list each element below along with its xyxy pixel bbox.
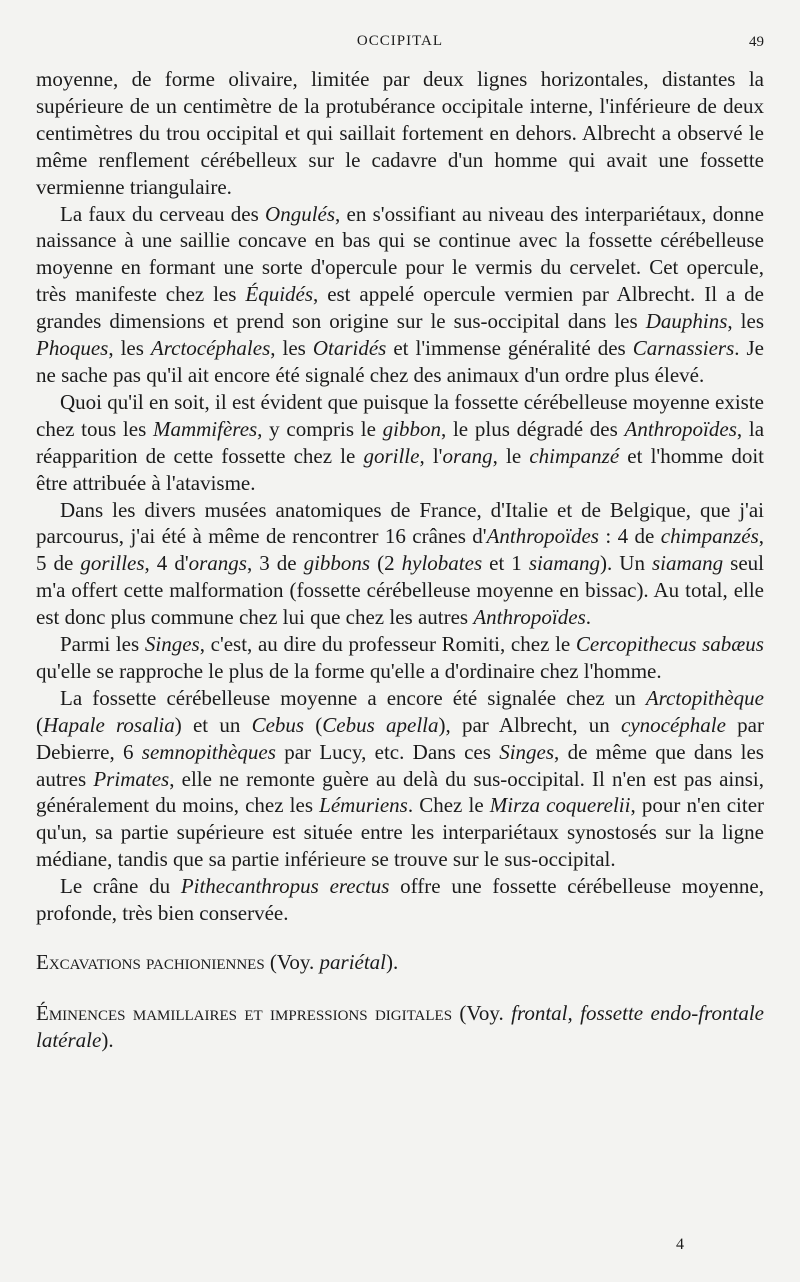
paragraph-7: Le crâne du Pithecanthropus erectus offre une fossette cérébelleuse moyenne, profonde, très bien conservée. [36,874,764,926]
entry-excavations: Excavations pachioniennes (Voy. pariétal). [36,950,399,974]
entry-eminences: Éminences mamillaires et impressions digitales (Voy. frontal, fossette endo-frontale latérale). [36,1000,765,1052]
running-title: OCCIPITAL [356,33,444,49]
paragraph-6: La fossette cérébelleuse moyenne a encore été signalée chez un Arctopithèque (Hapale rosalia) et un Cebus (Cebus apella), par Albrecht, un cynocéphale par Debierre, 6 semnopithèques par Lucy, etc. Dans ces Singes, de même que dans les autres Primates, elle ne remonte guère au delà du sus-occipital. Il n'en est pas ainsi, généralement du moins, chez les Lémuriens. Chez le Mirza coquerelii, pour n'en citer qu'un, sa partie supérieure est située entre les interpariétaux synostosés sur la ligne médiane, tandis que sa partie inférieure se trouve sur le sus-occipital. [36,685,765,872]
entry-term: Excavations pachioniennes [36,950,265,974]
paragraph-2: La faux du cerveau des Ongulés, en s'ossifiant au niveau des interpariétaux, donne naissance à une saillie concave en bas qui se continue avec la fossette cérébelleuse moyenne en formant une sorte d'opercule pour le vermis du cervelet. Cet opercule, très manifeste chez les Équidés, est appelé opercule vermien par Albrecht. Il a de grandes dimensions et prend son origine sur le sus-occipital dans les Dauphins, les Phoques, les Arctocéphales, les Otaridés et l'immense généralité des Carnassiers. Je ne sache pas qu'il ait encore été signalé chez des animaux d'un ordre plus élevé. [36,201,764,387]
cross-reference: frontal, fossette endo-frontale latérale [36,1000,765,1052]
running-header [36,33,764,53]
body-text [36,66,764,1054]
paragraph-5: Parmi les Singes, c'est, au dire du professeur Romiti, chez le Cercopithecus sabæus qu'elle se rapproche le plus de la forme qu'elle a d'ordinaire chez l'homme. [36,632,764,683]
cross-reference: pariétal [319,950,387,974]
entry-term: Éminences mamillaires et impressions digitales [36,1000,453,1025]
page-number: 49 [749,34,764,50]
paragraph-3: Quoi qu'il en soit, il est évident que puisque la fossette cérébelleuse moyenne existe chez tous les Mammifères, y compris le gibbon, le plus dégradé des Anthropoïdes, la réapparition de cette fossette chez le gorille, l'orang, le chimpanzé et l'homme doit être attribuée à l'atavisme. [36,389,765,495]
signature-mark: 4 [676,1236,684,1253]
paragraph-1: moyenne, de forme olivaire, limitée par deux lignes horizontales, distantes la supérieure de un centimètre de la protubérance occipitale interne, l'inférieure de deux centimètres du trou occipital et qui saillait fortement en dehors. Albrecht a observé le même renflement cérébelleux sur le cadavre d'un homme qui avait une fossette vermienne triangulaire. [36,67,764,199]
paragraph-4: Dans les divers musées anatomiques de France, d'Italie et de Belgique, que j'ai parcourus, j'ai été à même de rencontrer 16 crânes d'Anthropoïdes : 4 de chimpanzés, 5 de gorilles, 4 d'orangs, 3 de gibbons (2 hylobates et 1 siamang). Un siamang seul m'a offert cette malformation (fossette cérébelleuse moyenne en bissac). Au total, elle est donc plus commune chez lui que chez les autres Anthropoïdes. [36,497,764,630]
